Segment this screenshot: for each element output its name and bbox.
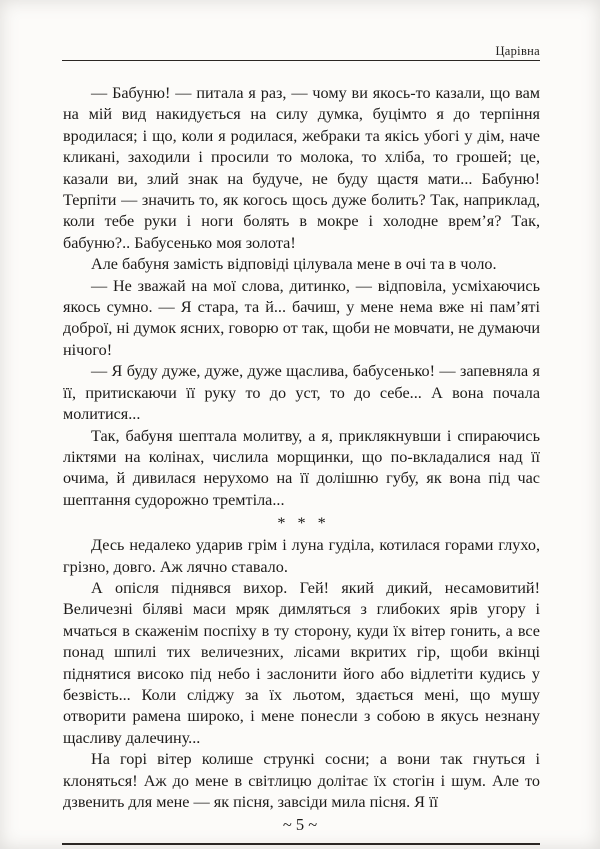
- page-footer: [0, 815, 600, 835]
- paragraph: — Не зважай на мої слова, дитинко, — відповіла, усміхаючись якось сумно. — Я стара, та й... бачиш, у мене нема вже ні пам’яті доброї, ні думок ясних, говорю от так, щоби не мовчати, не думаючи нічого!: [63, 276, 540, 359]
- paragraph: Так, бабуня шептала молитву, а я, приклякнувши і спираючись ліктями на колінах, числила морщинки, що по-вкладалися над її очима, й дивилася нерухомо на її долішню губу, як вона під час шептання судорожно тремтіла...: [63, 426, 540, 509]
- paragraph: — Бабуню! — питала я раз, — чому ви якось-то казали, що вам на мій вид накидується на силу думка, буцімто я до терпіння вродилася; і що, коли я родилася, жебраки та якісь убогі у дім, наче кликані, заходили і просили то молока, то хліба, то грошей; це, казали ви, злий знак на будуче, не буду щастя мати... Бабуню! Терпіти — значить то, як когось щось дуже болить? Так, наприклад, коли тебе руки і ноги болять в мокре і холодне врем’я? Так, бабуню?.. Бабусенько моя золота!: [63, 84, 540, 252]
- paragraph: Але бабуня замість відповіді цілувала мене в очі та в чоло.: [91, 255, 497, 274]
- header-rule: [62, 60, 540, 61]
- paragraph: На горі вітер колише стрункі сосни; а вони так гнуться і клоняться! Аж до мене в світлицю долітає їх стогін і шум. Але то дзвенить для мене — як пісня, завсіди мила пісня. Я її: [63, 750, 540, 811]
- page-body: [63, 83, 540, 813]
- section-separator: * * *: [277, 514, 330, 533]
- paragraph: А опісля піднявся вихор. Гей! який дикий, несамовитий! Величезні біляві маси мряк димляться з глибоких ярів угору і мчаться в скаженім поспіху в ту сторону, куди їх вітер гонить, а все понад шпилі тих величезних, лісами вкритих гір, щоби вкінці піднятися високо під небо і заслонити його або відлетіти кудись у безвість... Коли сліджу за їх льотом, здається мені, що мушу отворити рамена широко, і мене понесли з собою в якусь незнану щасливу далечину...: [63, 578, 540, 747]
- paragraph: Десь недалеко ударив грім і луна гуділа, котилася горами глухо, грізно, довго. Аж лячно ставало.: [63, 536, 540, 576]
- running-header-title: Царівна: [495, 44, 540, 58]
- page-number: ~ 5 ~: [282, 815, 318, 834]
- paragraph: — Я буду дуже, дуже, дуже щаслива, бабусенько! — запевняла я її, притискаючи її руку то до уст, то до себе... А вона почала молитися...: [63, 362, 540, 424]
- footer-rule: [62, 843, 540, 845]
